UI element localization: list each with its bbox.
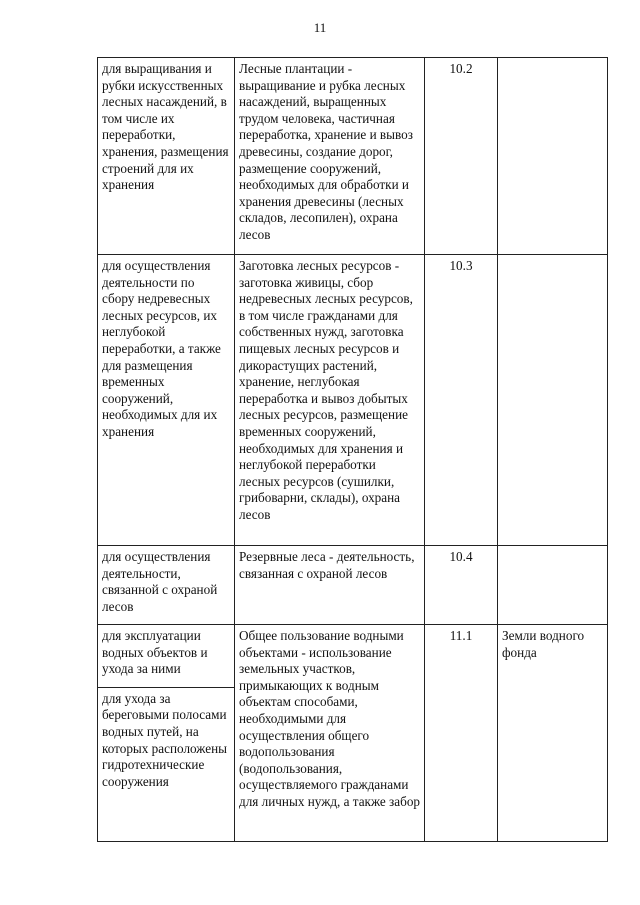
description-cell: Заготовка лесных ресурсов - заготовка живицы, сбор недревесных лесных ресурсов, в том числе гражданами для собственных нужд, заготовка пищевых лесных ресурсов и дикорастущих растений, хранение, неглубокая переработка и вывоз добытых лесных ресурсов, размещение временных сооружений, необходимых для хранения и неглубокой переработки лесных ресурсов (сушилки, грибоварни, склады), охрана лесов <box>235 255 425 546</box>
description-cell: Общее пользование водными объектами - использование земельных участков, примыкающих к водным объектам способами, необходимыми для осуществления общего водопользования (водопользования, осуществляемого гражданами для личных нужд, а также забор <box>235 625 425 842</box>
code-cell: 10.2 <box>425 58 498 255</box>
purpose-part: для ухода за береговыми полосами водных путей, на которых расположены гидротехнические сооружения <box>98 687 234 794</box>
land-use-table <box>97 57 608 842</box>
table-row <box>98 625 608 842</box>
table-row <box>98 58 608 255</box>
code-cell: 10.4 <box>425 546 498 625</box>
description-cell: Резервные леса - деятельность, связанная с охраной лесов <box>235 546 425 625</box>
category-cell <box>498 546 608 625</box>
purpose-cell: для выращивания и рубки искусственных лесных насаждений, в том числе их переработки, хранения, размещения строений для их хранения <box>98 58 235 255</box>
table-row <box>98 546 608 625</box>
purpose-cell: для осуществления деятельности по сбору недревесных лесных ресурсов, их неглубокой переработки, а также для размещения временных сооружений, необходимых для их хранения <box>98 255 235 546</box>
purpose-part: для эксплуатации водных объектов и ухода за ними <box>102 628 208 677</box>
category-cell <box>498 58 608 255</box>
category-cell: Земли водного фонда <box>498 625 608 842</box>
table-row <box>98 255 608 546</box>
category-cell <box>498 255 608 546</box>
description-cell: Лесные плантации - выращивание и рубка лесных насаждений, выращенных трудом человека, частичная переработка, хранение и вывоз древесины, создание дорог, размещение сооружений, необходимых для обработки и хранения древесины (лесных складов, лесопилен), охрана лесов <box>235 58 425 255</box>
page-number: 11 <box>313 20 327 35</box>
purpose-cell <box>98 625 235 842</box>
purpose-cell: для осуществления деятельности, связанной с охраной лесов <box>98 546 235 625</box>
code-cell: 10.3 <box>425 255 498 546</box>
code-cell: 11.1 <box>425 625 498 842</box>
